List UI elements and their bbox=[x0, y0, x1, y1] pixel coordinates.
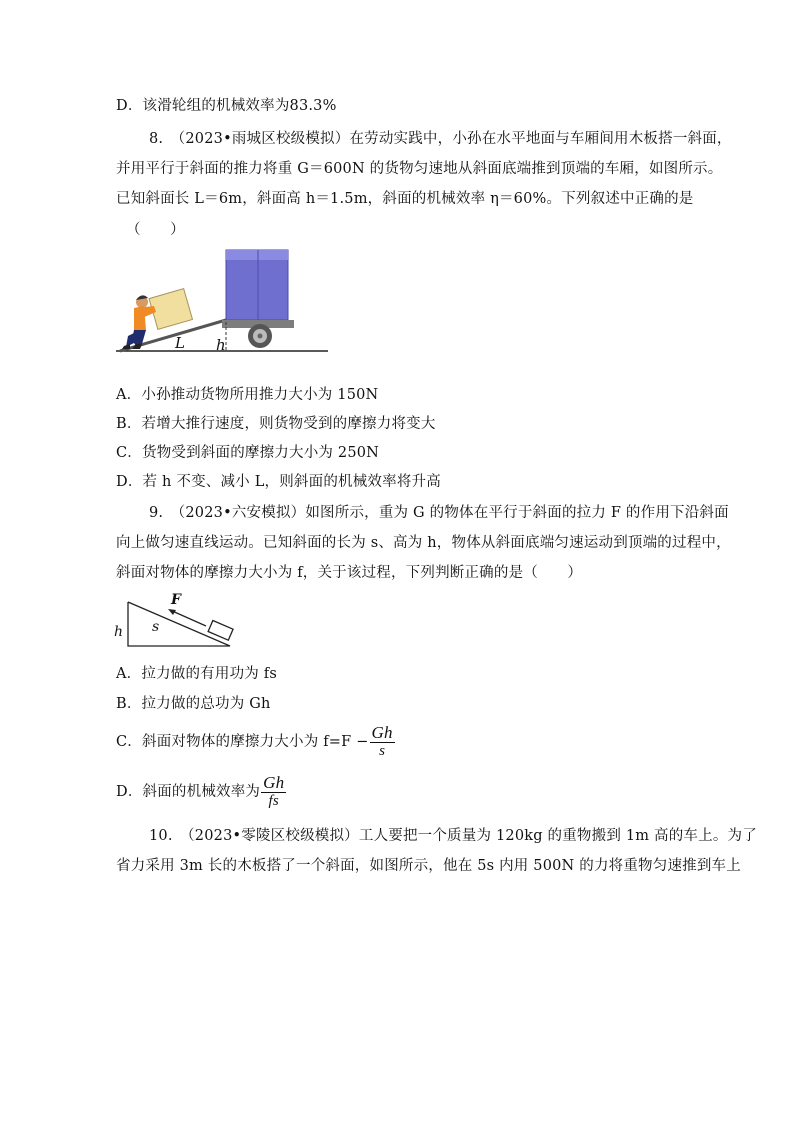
q8-option-c: C．货物受到斜面的摩擦力大小为 250N bbox=[116, 445, 380, 461]
q9-figure-label-F: F bbox=[171, 592, 182, 608]
q10-stem-line-1: 10. （2023•零陵区校级模拟）工人要把一个质量为 120kg 的重物搬到 1m 高的车上。为了 bbox=[149, 828, 757, 844]
q9-option-d-text: D．斜面的机械效率为 bbox=[116, 784, 261, 800]
q8-stem-line-3: 已知斜面长 L＝6m，斜面高 h＝1.5m，斜面的机械效率 η＝60%。下列叙述中正确的是 bbox=[116, 191, 694, 207]
q9-stem-line-1: 9. （2023•六安模拟）如图所示，重为 G 的物体在平行于斜面的拉力 F 的作用下沿斜面 bbox=[149, 505, 729, 521]
q8-stem-line-1: 8. （2023•雨城区校级模拟）在劳动实践中，小孙在水平地面与车厢间用木板搭一斜面， bbox=[149, 131, 732, 147]
q9-option-c bbox=[116, 724, 395, 760]
q9-option-b: B．拉力做的总功为 Gh bbox=[116, 696, 271, 712]
q9-option-c-text: C．斜面对物体的摩擦力大小为 f=F − bbox=[116, 734, 369, 750]
q9-option-c-denominator: s bbox=[379, 743, 386, 759]
q9-stem-line-2: 向上做匀速直线运动。已知斜面的长为 s、高为 h，物体从斜面底端匀速运动到顶端的过程中， bbox=[116, 535, 731, 551]
q8-option-b: B．若增大推行速度，则货物受到的摩擦力将变大 bbox=[116, 416, 436, 432]
q9-figure-label-h: h bbox=[114, 624, 124, 640]
q8-option-a: A．小孙推动货物所用推力大小为 150N bbox=[116, 387, 379, 403]
q9-option-d bbox=[116, 774, 286, 810]
q7-option-d: D．该滑轮组的机械效率为83.3% bbox=[116, 98, 337, 114]
q9-option-d-numerator: Gh bbox=[263, 773, 285, 792]
q10-stem-line-2: 省力采用 3m 长的木板搭了一个斜面，如图所示，他在 5s 内用 500N 的力将重物匀速推到车上 bbox=[116, 858, 741, 874]
q9-figure-label-s: s bbox=[152, 619, 160, 635]
q8-answer-blank: （ ） bbox=[126, 222, 185, 238]
q9-stem-line-3: 斜面对物体的摩擦力大小为 f，关于该过程，下列判断正确的是（ ） bbox=[116, 565, 583, 581]
q8-figure-label-L: L bbox=[175, 334, 186, 352]
q8-figure-label-h: h bbox=[216, 336, 226, 354]
q9-option-c-numerator: Gh bbox=[371, 723, 393, 742]
q9-option-d-denominator: fs bbox=[268, 793, 279, 809]
q8-stem-line-2: 并用平行于斜面的推力将重 G＝600N 的货物匀速地从斜面底端推到顶端的车厢，如图所示。 bbox=[116, 161, 723, 177]
q9-option-a: A．拉力做的有用功为 fs bbox=[116, 666, 277, 682]
q9-option-c-fraction bbox=[370, 724, 395, 760]
q8-option-d: D．若 h 不变、减小 L，则斜面的机械效率将升高 bbox=[116, 474, 441, 490]
q9-option-d-fraction bbox=[261, 774, 286, 810]
